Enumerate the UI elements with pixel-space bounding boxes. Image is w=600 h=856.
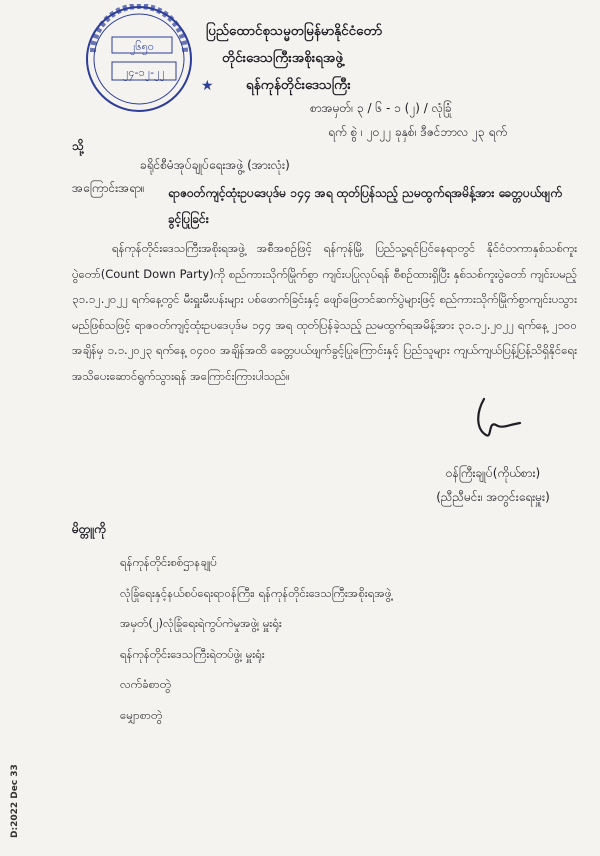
signer-name: ဝန်ကြီးချုပ်(ကိုယ်စား) (445, 466, 541, 480)
copy-item: လက်ခံစာတွဲ (120, 677, 171, 691)
signer-title: (ညီညီမင်း၊ အတွင်းရေးမှူး) (436, 490, 550, 504)
letterhead-line-1: ပြည်ထောင်စုသမ္မတမြန်မာနိုင်ငံတော် (206, 23, 383, 39)
letterhead (206, 18, 566, 99)
letter-number: စာအမှတ်၊ ၃ / ၆ - ၁ (၂) / လုံခြုံ (310, 101, 452, 115)
subject-label: အကြောင်းအရာ။ (72, 181, 145, 195)
to-label: သို့ (72, 139, 84, 153)
signature (470, 395, 530, 445)
seal-star-icon: ★ (201, 78, 214, 94)
seal-date: ၂၄-၁၂-၂၂ (123, 66, 165, 79)
copy-item: လုံခြုံရေးနှင့်နယ်စပ်ရေးရာဝန်ကြီး၊ ရန်ကုန်တိုင်းဒေသကြီးအစိုးရအဖွဲ့ (120, 585, 392, 600)
copies-label: မိတ္တူကို (72, 522, 106, 536)
recipient: ခရိုင်စီမံအုပ်ချုပ်ရေးအဖွဲ့ (အားလုံး) (140, 158, 290, 172)
office-seal (68, 4, 210, 114)
letterhead-line-3: ရန်ကုန်တိုင်းဒေသကြီး (246, 77, 351, 93)
seal-number: ၂၆၅၀ (130, 40, 154, 53)
copy-item: မျှောစာတွဲ (120, 707, 163, 722)
letterhead-line-2: တိုင်းဒေသကြီးအစိုးရအဖွဲ့ (222, 50, 344, 66)
copy-item: အမှတ်(၂)လုံခြုံရေးရဲကွပ်ကဲမှုအဖွဲ့၊ မှူးရုံး (120, 616, 282, 630)
reference-block (310, 96, 507, 144)
signer-block (408, 461, 578, 509)
letter-date: ရက် စွဲ ၊ ၂၀၂၂ ခုနှစ်၊ ဒီဇင်ဘာလ ၂၃ ရက် (328, 125, 508, 139)
copy-item: ရန်ကုန်တိုင်းဒေသကြီးရဲတပ်ဖွဲ့၊ မှူးရုံး (120, 646, 265, 661)
body-paragraph: ရန်ကုန်တိုင်းဒေသကြီးအစိုးရအဖွဲ့ အစီအစဉ်ဖြင့် ရန်ကုန်မြို့ ပြည်သူ့ရင်ပြင်နေရာတွင် နိုင်ငံတကာနှစ်သစ်ကူးပွဲတော်(Count Down Party)ကို စည်ကားသိုက်မြိုက်စွာ ကျင်းပပြုလုပ်ရန် စီစဉ်ထားရှိပြီး နှစ်သစ်ကူးပွဲတော် ကျင်းပမည့် ၃၁.၁၂.၂၀၂၂ ရက်နေ့တွင် မီးရှူးမီးပန်းများ ပစ်ဖောက်ခြင်းနှင့် ဖျော်ဖြေတင်ဆက်ပွဲများဖြင့် စည်ကားသိုက်မြိုက်စွာကျင်းပသွားမည်ဖြစ်သဖြင့် ရာဇဝတ်ကျင့်ထုံးဥပဒေပုဒ်မ ၁၄၄ အရ ထုတ်ပြန်ခဲ့သည့် ညမထွက်ရအမိန့်အား ၃၁.၁၂.၂၀၂၂ ရက်နေ့ ၂၁၀၀ အချိန်မှ ၁.၁.၂၀၂၃ ရက်နေ့ ၀၄၀၀ အချိန်အထိ ခေတ္တပယ်ဖျက်ခွင့်ပြုကြောင်းနှင့် ပြည်သူများ ကျယ်ကျယ်ပြန့်ပြန့်သိရှိနိုင်ရေး အသိပေးဆောင်ရွက်သွားရန် အကြောင်းကြားပါသည်။ (72, 241, 577, 383)
copy-item: ရန်ကုန်တိုင်းစစ်ဌာနချုပ် (120, 555, 217, 569)
subject-text: ရာဇဝတ်ကျင့်ထုံးဥပဒေပုဒ်မ ၁၄၄ အရ ထုတ်ပြန်သည့် ညမထွက်ရအမိန့်အား ခေတ္တပယ်ဖျက်ခွင့်ပြုခြင်း (168, 186, 562, 226)
copies-list (120, 547, 391, 730)
edge-date-stamp: D:2022 Dec 33 (10, 764, 20, 838)
